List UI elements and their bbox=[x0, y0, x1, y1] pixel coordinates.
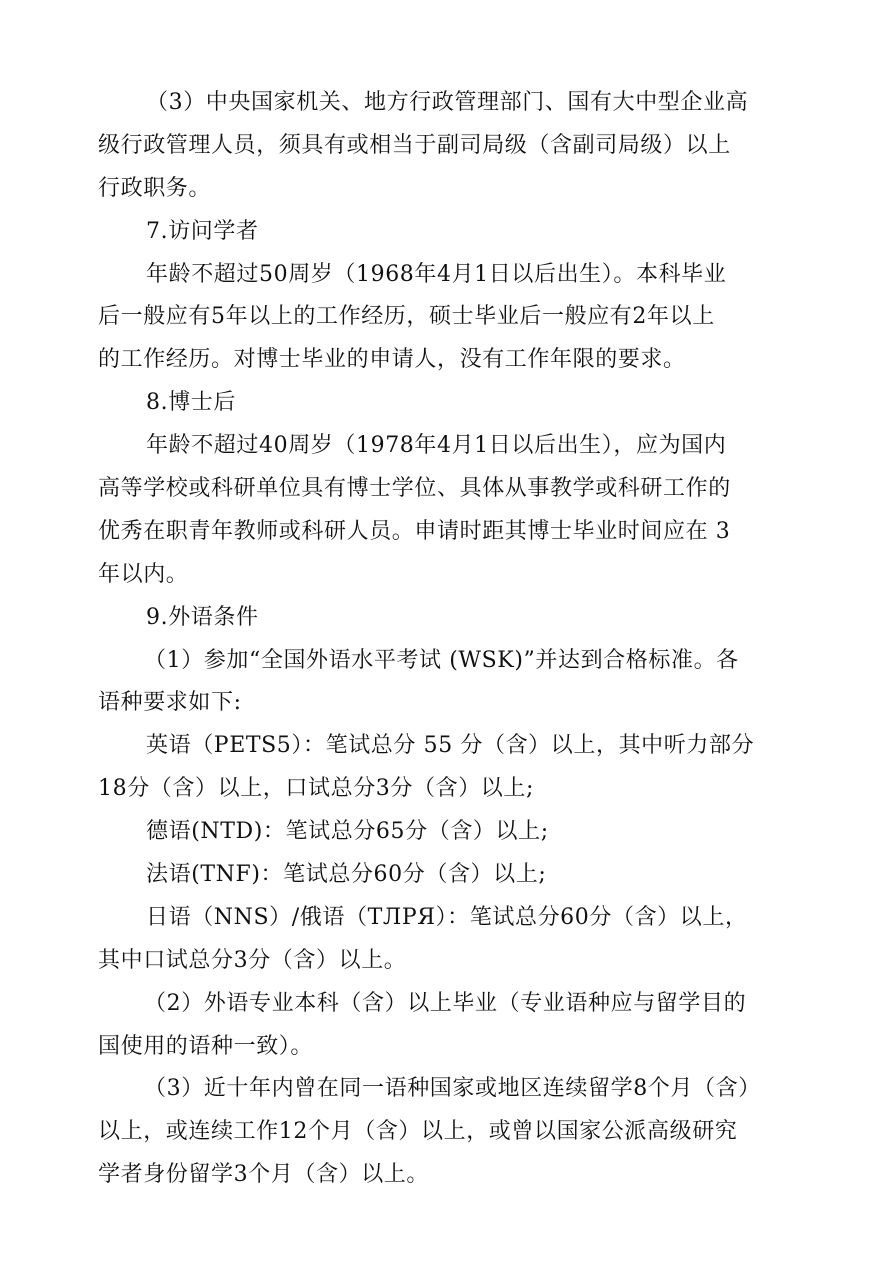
paragraph-line: 其中口试总分3分（含）以上。 bbox=[98, 947, 407, 973]
paragraph-line: （2）外语专业本科（含）以上毕业（专业语种应与留学目的 bbox=[144, 990, 747, 1016]
paragraph-line: 优秀在职青年教师或科研人员。申请时距其博士毕业时间应在 3 bbox=[98, 518, 731, 544]
paragraph-line: 高等学校或科研单位具有博士学位、具体从事教学或科研工作的 bbox=[98, 476, 731, 502]
paragraph-line: 行政职务。 bbox=[98, 175, 212, 201]
paragraph-line: 年龄不超过40周岁（1978年4月1日以后出生），应为国内 bbox=[146, 433, 727, 459]
paragraph-line: （1）参加“全国外语水平考试 (WSK)”并达到合格标准。各 bbox=[144, 647, 739, 673]
paragraph-line: 的工作经历。对博士毕业的申请人，没有工作年限的要求。 bbox=[98, 347, 686, 373]
paragraph-line: 年龄不超过50周岁（1968年4月1日以后出生）。本科毕业 bbox=[146, 261, 727, 287]
paragraph-line: 国使用的语种一致）。 bbox=[98, 1033, 314, 1059]
paragraph-line: 以上，或连续工作12个月（含）以上，或曾以国家公派高级研究 bbox=[98, 1119, 738, 1145]
paragraph-line: 日语（NNS）/俄语（ТЛРЯ）：笔试总分60分（含）以上， bbox=[146, 904, 748, 930]
paragraph-line: 级行政管理人员，须具有或相当于副司局级（含副司局级）以上 bbox=[98, 132, 731, 158]
paragraph-line: 年以内。 bbox=[98, 561, 189, 587]
paragraph-line: （3）中央国家机关、地方行政管理部门、国有大中型企业高 bbox=[146, 90, 749, 115]
section-heading-visiting-scholar: 7.访问学者 bbox=[146, 218, 259, 244]
section-heading-postdoc: 8.博士后 bbox=[146, 390, 236, 416]
paragraph-line: 学者身份留学3个月（含）以上。 bbox=[98, 1162, 429, 1188]
paragraph-line: 后一般应有5年以上的工作经历，硕士毕业后一般应有2年以上 bbox=[98, 304, 715, 330]
paragraph-line: 德语(NTD)：笔试总分65分（含）以上; bbox=[146, 819, 549, 845]
paragraph-line: 英语（PETS5）：笔试总分 55 分（含）以上，其中听力部分 bbox=[146, 733, 755, 759]
section-heading-language: 9.外语条件 bbox=[146, 604, 259, 630]
paragraph-line: 18分（含）以上，口试总分3分（含）以上; bbox=[98, 776, 535, 802]
paragraph-line: 法语(TNF)：笔试总分60分（含）以上; bbox=[146, 862, 547, 888]
document-body bbox=[98, 82, 790, 1197]
paragraph-line: （3）近十年内曾在同一语种国家或地区连续留学8个月（含） bbox=[144, 1076, 761, 1102]
paragraph-line: 语种要求如下: bbox=[98, 690, 242, 716]
